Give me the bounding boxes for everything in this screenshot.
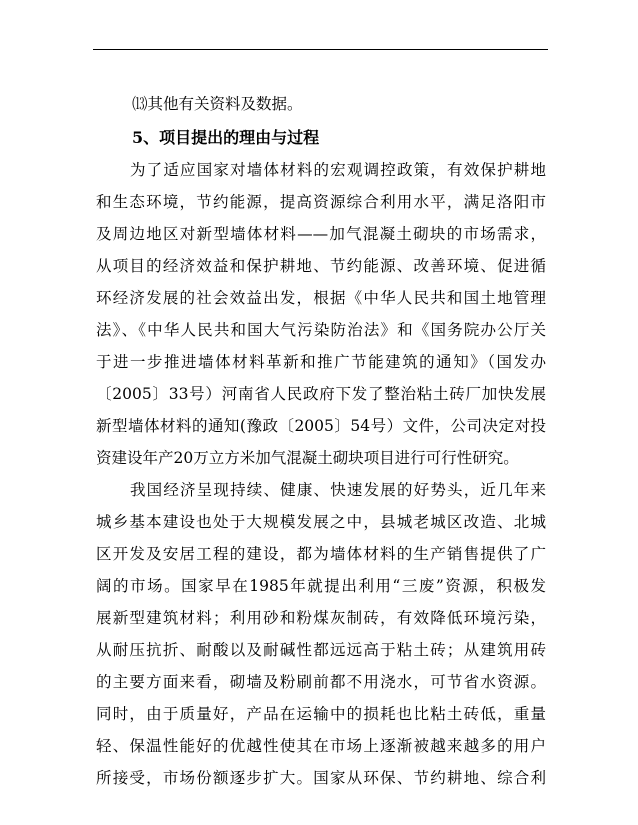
paragraph-line: 及周边地区对新型墙体材料——加气混凝土砌块的市场需求， xyxy=(96,225,546,243)
paragraph-line: 资建设年产20万立方米加气混凝土砌块项目进行可行性研究。 xyxy=(96,449,519,467)
paragraph-line: 环经济发展的社会效益出发，根据《中华人民共和国土地管理 xyxy=(96,289,546,307)
paragraph-line: 于进一步推进墙体材料革新和推广节能建筑的通知》（国发办 xyxy=(96,353,546,371)
paragraph-line: 从项目的经济效益和保护耕地、节约能源、改善环境、促进循 xyxy=(96,257,546,275)
paragraph-1 xyxy=(96,154,546,474)
paragraph-line: 同时，由于质量好，产品在运输中的损耗也比粘土砖低，重量 xyxy=(96,705,546,723)
paragraph-line: 为了适应国家对墙体材料的宏观调控政策，有效保护耕地 xyxy=(130,161,546,179)
paragraph-line: 阔的市场。国家早在1985年就提出利用“三废”资源，积极发 xyxy=(96,577,546,595)
paragraph-line: 从耐压抗折、耐酸以及耐碱性都远远高于粘土砖；从建筑用砖 xyxy=(96,641,546,659)
paragraph-line: 法》、《中华人民共和国大气污染防治法》和《国务院办公厅关 xyxy=(96,321,546,339)
paragraph-line: 区开发及安居工程的建设，都为墙体材料的生产销售提供了广 xyxy=(96,545,546,563)
header-rule xyxy=(93,49,548,50)
paragraph-line: 轻、保温性能好的优越性使其在市场上逐渐被越来越多的用户 xyxy=(96,737,546,755)
list-item-13: ⒀其他有关资料及数据。 xyxy=(132,95,303,113)
paragraph-line: 〔2005〕33号）河南省人民政府下发了整治粘土砖厂加快发展 xyxy=(96,385,546,403)
paragraph-line: 新型墙体材料的通知(豫政〔2005〕54号）文件，公司决定对投 xyxy=(96,417,546,435)
section-heading: 5、项目提出的理由与过程 xyxy=(132,128,320,147)
paragraph-line: 展新型建筑材料；利用砂和粉煤灰制砖，有效降低环境污染， xyxy=(96,609,546,627)
document-body xyxy=(96,88,546,794)
paragraph-line: 的主要方面来看，砌墙及粉刷前都不用浇水，可节省水资源。 xyxy=(96,673,546,691)
paragraph-line: 城乡基本建设也处于大规模发展之中，县城老城区改造、北城 xyxy=(96,513,546,531)
paragraph-line: 和生态环境，节约能源，提高资源综合利用水平，满足洛阳市 xyxy=(96,193,546,211)
paragraph-line: 我国经济呈现持续、健康、快速发展的好势头，近几年来 xyxy=(130,481,546,499)
paragraph-line: 所接受，市场份额逐步扩大。国家从环保、节约耕地、综合利 xyxy=(96,769,546,787)
paragraph-2 xyxy=(96,474,546,794)
